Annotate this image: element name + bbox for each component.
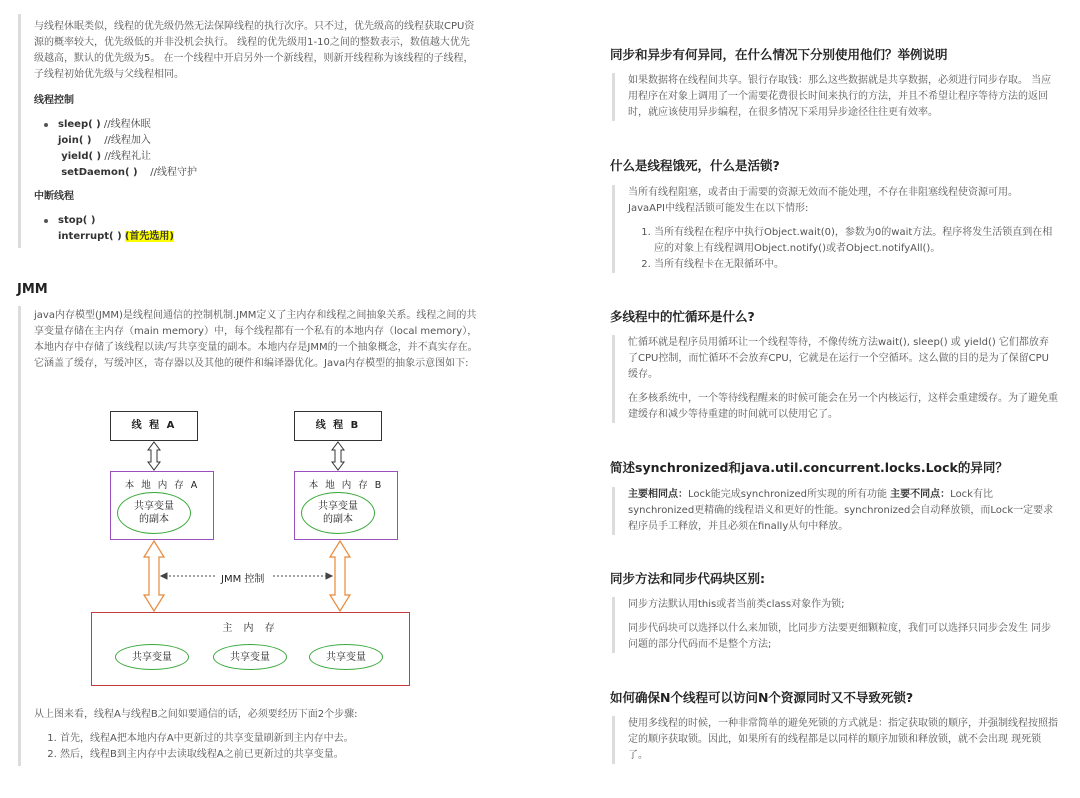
list-item: 2. 然后，线程B到主内存中去读取线程A之前已更新过的共享变量。 xyxy=(60,747,474,763)
section-title: 多线程中的忙循环是什么? xyxy=(610,309,755,324)
list-item: 1. 当所有线程在程序中执行Object.wait(0)，参数为0的wait方法。程序将发生活锁直到在相应的对象上有线程调用Object.notify()或者Object.notifyAll()。 xyxy=(654,225,1058,257)
section-body xyxy=(612,716,1058,764)
intro-text: 与线程休眠类似，线程的优先级仍然无法保障线程的执行次序。只不过，优先级高的线程获取CPU资源的概率较大，优先级低的并非没机会执行。 线程的优先级用1-10之间的整数表示，数值越大优先级越高，默认的优先级为5。 在一个线程中开启另外一个新线程，则新开线程称为该线程的子线程，子线程初始优先级与父线程相同。 xyxy=(34,21,475,80)
section-title: 同步和异步有何异同，在什么情况下分别使用他们？举例说明 xyxy=(610,47,948,62)
steps-list xyxy=(34,731,474,763)
section-title: 如何确保N个线程可以访问N个资源同时又不导致死锁? xyxy=(610,690,914,705)
local-memory-b-label: 本 地 内 存 B xyxy=(308,480,384,491)
code-item: interrupt( ) (首先选用) xyxy=(58,231,174,242)
main-memory-label: 主 内 存 xyxy=(222,623,279,634)
shared-var-2: 共享变量 xyxy=(213,644,287,670)
shared-copy-a: 共享变量 的副本 xyxy=(117,492,191,534)
section-body xyxy=(612,73,1058,121)
after-diagram-text: 从上图来看，线程A与线程B之间如要通信的话，必须要经历下面2个步骤: xyxy=(34,709,358,720)
section-title: 同步方法和同步代码块区别: xyxy=(610,571,765,586)
section-para: 同步代码块可以选择以什么来加锁，比同步方法要更细颗粒度，我们可以选择只同步会发生 同步问题的部分代码而不是整个方法; xyxy=(628,623,1052,650)
thread-b-arrow xyxy=(332,442,344,470)
livelock-list xyxy=(628,225,1058,273)
code-item: sleep( ) //线程休眠 xyxy=(34,117,478,133)
section-para: 在多核系统中，一个等待线程醒来的时候可能会在另一个内核运行，这样会重建缓存。为了避免重建缓存和减少等待重建的时间就可以使用它了。 xyxy=(628,393,1058,420)
section-para: 主要相同点：Lock能完成synchronized所实现的所有功能 主要不同点：Lock有比synchronized更精确的线程语义和更好的性能。synchronized会自动释放锁，而Lock一定要求程序员手工释放，并且必须在finally从句中释放。 xyxy=(628,489,1054,532)
section-para: 忙循环就是程序员用循环让一个线程等待，不像传统方法wait(), sleep() 或 yield() 它们都放弃了CPU控制，而忙循环不会放弃CPU，它就是在运行一个空循环。这么做的目的是为了保留CPU缓存。 xyxy=(628,337,1049,380)
section-body xyxy=(612,335,1058,423)
section-body xyxy=(612,597,1058,653)
code-item: stop( ) xyxy=(34,213,478,229)
interrupt-list xyxy=(34,213,478,245)
code-item: yield( ) //线程礼让 xyxy=(61,151,152,162)
jmm-heading: JMM xyxy=(17,282,48,297)
section-para: 当所有线程阻塞，或者由于需要的资源无效而不能处理，不存在非阻塞线程使资源可用。 JavaAPI中线程活锁可能发生在以下情形: xyxy=(628,187,1018,214)
thread-a-arrow xyxy=(148,442,160,470)
right-column xyxy=(590,0,1080,798)
jmm-text: java内存模型(JMM)是线程间通信的控制机制.JMM定义了主内存和线程之间抽象关系。线程之间的共享变量存储在主内存（main memory）中，每个线程都有一个私有的本地内存（local memory），本地内存中存储了该线程以读/写共享变量的副本。本地内存是JMM的一个抽象概念，并不真实存在。它涵盖了缓存，写缓冲区，寄存器以及其他的硬件和编译器优化。Java内存模型的抽象示意图如下: xyxy=(34,310,478,369)
section-para: 使用多线程的时候，一种非常简单的避免死锁的方式就是：指定获取锁的顺序，并强制线程按照指定的顺序获取锁。因此，如果所有的线程都是以同样的顺序加锁和释放锁，就不会出现 现死锁了。 xyxy=(628,718,1058,761)
shared-var-1: 共享变量 xyxy=(115,644,189,670)
list-item: 2. 当所有线程卡在无限循环中。 xyxy=(654,257,1058,273)
section-para: 同步方法默认用this或者当前类class对象作为锁; xyxy=(628,599,845,610)
section-body xyxy=(612,185,1058,273)
section-title: 简述synchronized和java.util.concurrent.locks.Lock的异同？ xyxy=(610,460,1008,475)
highlight-badge: (首先选用) xyxy=(124,231,174,242)
thread-control-title: 线程控制 xyxy=(34,95,74,106)
jmm-control-label: JMM 控制 xyxy=(217,570,268,585)
shared-copy-b: 共享变量 的副本 xyxy=(301,492,375,534)
thread-priority-block xyxy=(18,14,478,248)
section-para: 如果数据将在线程间共享。银行存取钱：那么这些数据就是共享数据，必须进行同步存取。 当应用程序在对象上调用了一个需要花费很长时间来执行的方法，并且不希望让程序等待方法的返回时，就应该使用异步编程，在很多情况下采用异步途径往往更有效率。 xyxy=(628,75,1052,118)
code-item: join( ) //线程加入 xyxy=(58,135,151,146)
section-title: 什么是线程饿死，什么是活锁? xyxy=(610,158,780,173)
thread-control-list xyxy=(34,117,478,181)
local-memory-a-label: 本 地 内 存 A xyxy=(124,480,200,491)
jmm-diagram xyxy=(85,405,415,690)
shared-var-3: 共享变量 xyxy=(309,644,383,670)
code-item: setDaemon( ) //线程守护 xyxy=(61,167,198,178)
interrupt-title: 中断线程 xyxy=(34,191,74,202)
thread-a-box: 线 程 A xyxy=(110,411,198,441)
list-item: 1. 首先，线程A把本地内存A中更新过的共享变量刷新到主内存中去。 xyxy=(60,731,474,747)
thread-b-box: 线 程 B xyxy=(294,411,382,441)
section-body xyxy=(612,487,1058,535)
